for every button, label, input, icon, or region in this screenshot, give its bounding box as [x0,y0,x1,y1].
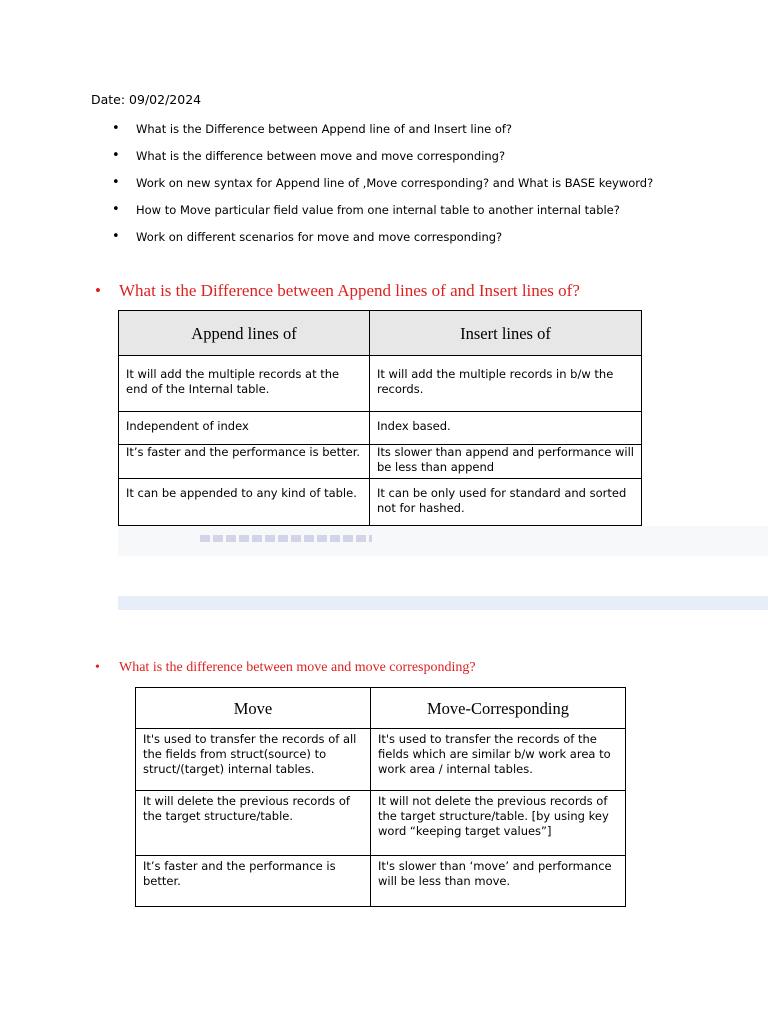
table-row [136,791,626,856]
todo-item: • What is the difference between move and move corresponding? [112,148,653,175]
table-row [119,356,642,412]
section1-heading-text: What is the Difference between Append lines of and Insert lines of? [119,281,580,300]
table-row [119,445,642,479]
table-row [136,856,626,907]
table-cell: It’s faster and the performance is better. [119,445,370,479]
table-row [119,412,642,445]
table-cell: It will delete the previous records of the target structure/table. [136,791,371,856]
table-cell: It's used to transfer the records of the fields which are similar b/w work area to work area / internal tables. [371,729,626,791]
table-cell: It’s faster and the performance is better. [136,856,371,907]
table-header-cell: Move [136,688,371,729]
todo-item: • What is the Difference between Append line of and Insert line of? [112,121,653,148]
append-insert-table [118,310,642,526]
table-row [136,729,626,791]
table-cell: Independent of index [119,412,370,445]
faded-code-snippet [200,535,372,542]
todo-item: • Work on new syntax for Append line of ,Move corresponding? and What is BASE keyword? [112,175,653,202]
table-cell: It will not delete the previous records of the target structure/table. [by using key word “keeping target values”] [371,791,626,856]
table-header-cell: Insert lines of [370,311,642,356]
table-row [119,479,642,526]
todo-item: • How to Move particular field value from one internal table to another internal table? [112,202,653,229]
table-cell: It can be only used for standard and sorted not for hashed. [370,479,642,526]
table-cell: It can be appended to any kind of table. [119,479,370,526]
bullet-icon: • [95,660,100,675]
date-line: Date: 09/02/2024 [91,92,202,107]
move-corresponding-table [135,687,626,907]
table-cell: Index based. [370,412,642,445]
table-header-cell: Move-Corresponding [371,688,626,729]
table-cell: It's used to transfer the records of all the fields from struct(source) to struct/(target) internal tables. [136,729,371,791]
bullet-icon: • [95,281,101,300]
table-header-cell: Append lines of [119,311,370,356]
highlight-band [118,596,768,610]
table-cell: It's slower than ‘move’ and performance will be less than move. [371,856,626,907]
todo-list [112,121,653,256]
todo-item: • Work on different scenarios for move and move corresponding? [112,229,653,256]
table-cell: It will add the multiple records in b/w the records. [370,356,642,412]
table-cell: It will add the multiple records at the end of the Internal table. [119,356,370,412]
table-header-row [119,311,642,356]
section2-heading-text: What is the difference between move and move corresponding? [119,660,476,675]
table-header-row [136,688,626,729]
table-cell: Its slower than append and performance will be less than append [370,445,642,479]
